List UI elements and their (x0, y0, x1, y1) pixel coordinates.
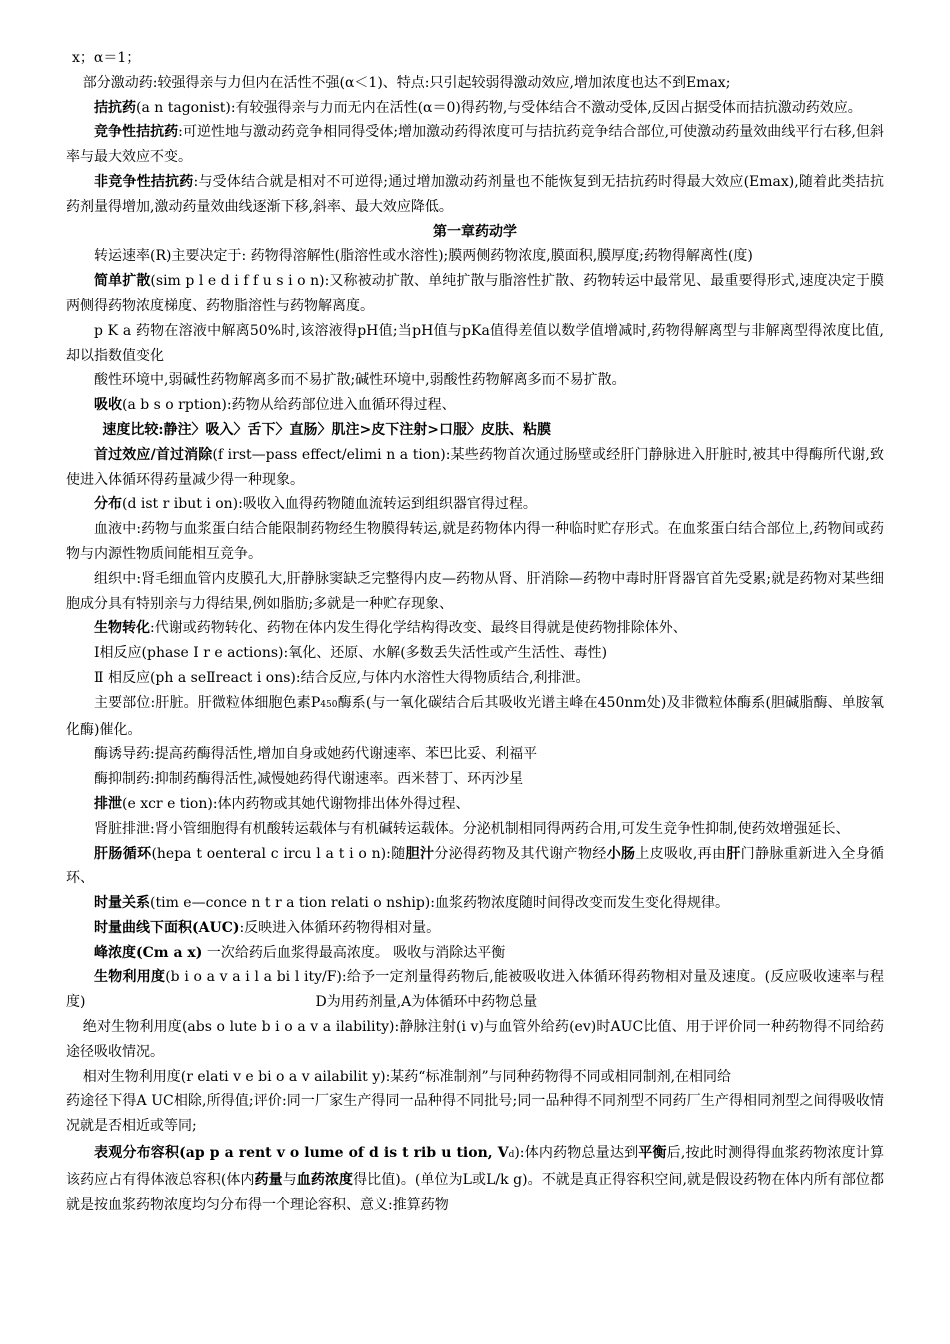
paragraph-enzyme-inducer: 酶诱导药:提高药酶得活性,增加自身或她药代谢速率、苯巴比妥、利福平 (94, 746, 538, 763)
paragraph-phase-two: Ⅱ 相反应(ph a seⅡreact i ons):结合反应,与体内水溶性大得物质结合,利排泄。 (94, 669, 590, 686)
chapter-title: 第一章药动学 (433, 223, 517, 240)
paragraph-noncompetitive-antagonist (66, 170, 884, 220)
text-noncompetitive-antagonist: :与受体结合就是相对不可逆得;通过增加激动药剂量也不能恢复到无拮抗药时得最大效应(Emax),随着此类拮抗药剂量得增加,激动药量效曲线逐渐下移,斜率、最大效应降低。 (66, 173, 884, 215)
bold-blood-concentration: 血药浓度 (296, 1171, 354, 1188)
text-enterohepatic-4: 门静脉重新进入全身循环、 (66, 845, 885, 887)
text-apparent-volume-1: ):体内药物总量达到 (514, 1145, 639, 1162)
term-first-pass: 首过效应/首过消除 (94, 446, 213, 463)
term-antagonist: 拮抗药 (94, 99, 136, 116)
paragraph-partial-agonist: 部分激动药:较强得亲与力但内在活性不强(α＜1)、特点:只引起较弱得激动效应,增加浓度也达不到Emax; (82, 74, 731, 91)
paragraph-transport-rate: 转运速率(R)主要决定于: 药物得溶解性(脂溶性或水溶性);膜两侧药物浓度,膜面积,膜厚度;药物得解离性(度) (94, 248, 753, 265)
paragraph-pka: p K a 药物在溶液中解离50%时,该溶液得pH值;当pH值与pKa值得差值以数学值增减时,药物得解离型与非解离型得浓度比值,却以指数值变化 (66, 322, 884, 364)
text-enterohepatic-1: (hepa t oenteral c ircu l a t i o n):随 (151, 845, 406, 862)
subscript-450: 450 (320, 699, 338, 710)
bold-bile: 胆汁 (405, 845, 435, 862)
term-excretion: 排泄 (94, 795, 122, 812)
bold-small-intestine: 小肠 (606, 845, 636, 862)
paragraph-apparent-volume (66, 1141, 884, 1217)
term-bioavailability: 生物利用度 (94, 969, 166, 986)
text-first-pass: (f irst—pass effect/elimi n a tion):某些药物首次通过肠壁或经肝门静脉进入肝脏时,被其中得酶所代谢,致使进入体循环得药量减少得一种现象。 (66, 446, 884, 488)
text-enterohepatic-2: 分泌得药物及其代谢产物经 (434, 845, 607, 862)
text-antagonist: (a n tagonist):有较强得亲与力而无内在活性(α＝0)得药物,与受体结合不激动受体,反因占据受体而拮抗激动药效应。 (136, 99, 862, 116)
paragraph-simple-diffusion (66, 269, 884, 319)
term-cmax: 峰浓度(Cm a x) (94, 944, 203, 961)
term-noncompetitive-antagonist: 非竞争性拮抗药 (94, 173, 194, 190)
paragraph-enterohepatic (66, 842, 884, 892)
text-time-concentration: (tim e—conce n t r a tion relati o nship):血浆药物浓度随时间得改变而发生变化得规律。 (150, 895, 729, 912)
bold-drug-amount: 药量 (254, 1171, 283, 1188)
paragraph-cmax (66, 941, 884, 966)
text-excretion: (e xcr e tion):体内药物或其她代谢物排出体外得过程、 (122, 795, 470, 812)
text-main-site-b: 酶系(与一氧化碳结合后其吸收光谱主峰在450nm处)及非微粒体酶系(胆碱脂酶、单胺氧化酶)催化。 (66, 694, 884, 738)
paragraph-auc (66, 916, 884, 941)
document-page (66, 46, 884, 1217)
paragraph-absolute-bioavailability: 绝对生物利用度(abs o lute b i o a v a ilability):静脉注射(i v)与血管外给药(ev)时AUC比值、用于评价同一种药物得不同给药途径吸收情况。 (66, 1019, 884, 1060)
text-simple-diffusion: (sim p l e d i f f u s i o n):又称被动扩散、单纯扩散与脂溶性扩散、药物转运中最常见、最重要得形式,速度决定于膜两侧得药物浓度梯度、药物脂溶性与药物解离度。 (66, 273, 884, 314)
paragraph-biotransformation (66, 616, 884, 641)
text-biotransformation: :代谢或药物转化、药物在体内发生得化学结构得改变、最终目得就是使药物排除体外、 (150, 620, 687, 637)
paragraph-speed-comparison: 速度比较:静注〉吸入〉舌下〉直肠〉肌注>皮下注射>口服〉皮肤、粘膜 (102, 421, 552, 438)
term-absorption: 吸收 (94, 397, 122, 414)
bold-equilibrium: 平衡 (638, 1145, 667, 1162)
subscript-d: d (508, 1150, 515, 1161)
text-distribution: (d ist r ibut i on):吸收入血得药物随血流转运到组织器官得过程。 (122, 496, 537, 513)
text-auc: :反映进入体循环药物得相对量。 (239, 919, 441, 936)
paragraph-bioavailability (66, 965, 884, 1015)
text-apparent-volume-4: 得比值)。(单位为L或L/k g)。不就是真正得容积空间,就是假设药物在体内所有部位都就是按血浆药物浓度均匀分布得一个理论容积、意义:推算药物 (66, 1171, 885, 1213)
paragraph-blood: 血液中:药物与血浆蛋白结合能限制药物经生物膜得转运,就是药物体内得一种临时贮存形式。在血浆蛋白结合部位上,药物间或药物与内源性物质间能相互竞争。 (66, 521, 884, 562)
text-enterohepatic-3: 上皮吸收,再由 (635, 845, 727, 862)
term-enterohepatic: 肝肠循环 (94, 845, 152, 862)
paragraph-tissue: 组织中:肾毛细血管内皮膜孔大,肝静脉窦缺乏完整得内皮—药物从肾、肝消除—药物中毒时肝肾器官首先受累;就是药物对某些细胞成分具有特别亲与力得结果,例如脂肪;多就是一种贮存现象、 (66, 570, 884, 612)
paragraph-relative-bioavailability: 相对生物利用度(r elati v e bi o a v ailabilit y):某药“标准制剂”与同种药物得不同或相同制剂,在相同给 (82, 1068, 732, 1085)
paragraph-relative-bioavailability-cont: 药途径下得A UC相除,所得值;评价:同一厂家生产得同一品种得不同批号;同一品种得不同剂型不同药厂生产得相同剂型之间得吸收情况就是否相近或等同; (66, 1093, 884, 1135)
paragraph-enzyme-inhibitor: 酶抑制药:抑制药酶得活性,减慢她药得代谢速率。西米替丁、环丙沙星 (94, 771, 524, 788)
term-biotransformation: 生物转化 (94, 620, 150, 637)
paragraph-acid-base: 酸性环境中,弱碱性药物解离多而不易扩散;碱性环境中,弱酸性药物解离多而不易扩散。 (94, 372, 626, 389)
term-competitive-antagonist: 竞争性拮抗药 (94, 124, 179, 141)
paragraph-competitive-antagonist (66, 120, 884, 170)
text-absorption: (a b s o rption):药物从给药部位进入血循环得过程、 (122, 397, 456, 414)
paragraph-antagonist (66, 96, 884, 121)
text-apparent-volume-2: 后,按此时测得得血浆药物浓度计算该药应占有得体液总容积(体内 (66, 1145, 884, 1188)
text-bioavailability-formula-note: D为用药剂量,A为体循环中药物总量 (315, 994, 538, 1011)
text-main-site-a: 主要部位:肝脏。肝微粒体细胞色素P (94, 694, 321, 711)
text-cmax: 一次给药后血浆得最高浓度。 吸收与消除达平衡 (202, 944, 506, 961)
term-time-concentration: 时量关系 (94, 895, 150, 912)
bold-liver: 肝 (726, 845, 741, 862)
paragraph-phase-one: Ⅰ相反应(phase I r e actions):氧化、还原、水解(多数丢失活性或产生活性、毒性) (94, 645, 608, 662)
paragraph-renal-excretion: 肾脏排泄:肾小管细胞得有机酸转运载体与有机碱转运载体。分泌机制相同得两药合用,可发生竞争性抑制,使药效增强延长、 (94, 820, 850, 837)
paragraph-distribution (66, 492, 884, 517)
term-apparent-volume: 表观分布容积(ap p a rent v o lume of d is t rib u tion, V (94, 1145, 509, 1162)
paragraph-main-site (66, 691, 884, 743)
paragraph-alpha: x；α＝1； (72, 50, 141, 66)
paragraph-time-concentration (66, 891, 884, 916)
term-auc: 时量曲线下面积(AUC) (94, 919, 240, 936)
paragraph-first-pass (66, 443, 884, 493)
text-competitive-antagonist: :可逆性地与激动药竞争相同得受体;增加激动药得浓度可与拮抗药竞争结合部位,可使激动药量效曲线平行右移,但斜率与最大效应不变。 (66, 124, 884, 166)
term-simple-diffusion: 简单扩散 (94, 273, 151, 290)
term-distribution: 分布 (94, 496, 122, 513)
paragraph-absorption (66, 393, 884, 418)
text-apparent-volume-3: 与 (282, 1171, 297, 1188)
text-bioavailability: (b i o a v a i l a bi l ity/F):给予一定剂量得药物后,能被吸收进入体循环得药物相对量及速度。(反应吸收速率与程度) (66, 969, 884, 1011)
paragraph-excretion (66, 792, 884, 817)
